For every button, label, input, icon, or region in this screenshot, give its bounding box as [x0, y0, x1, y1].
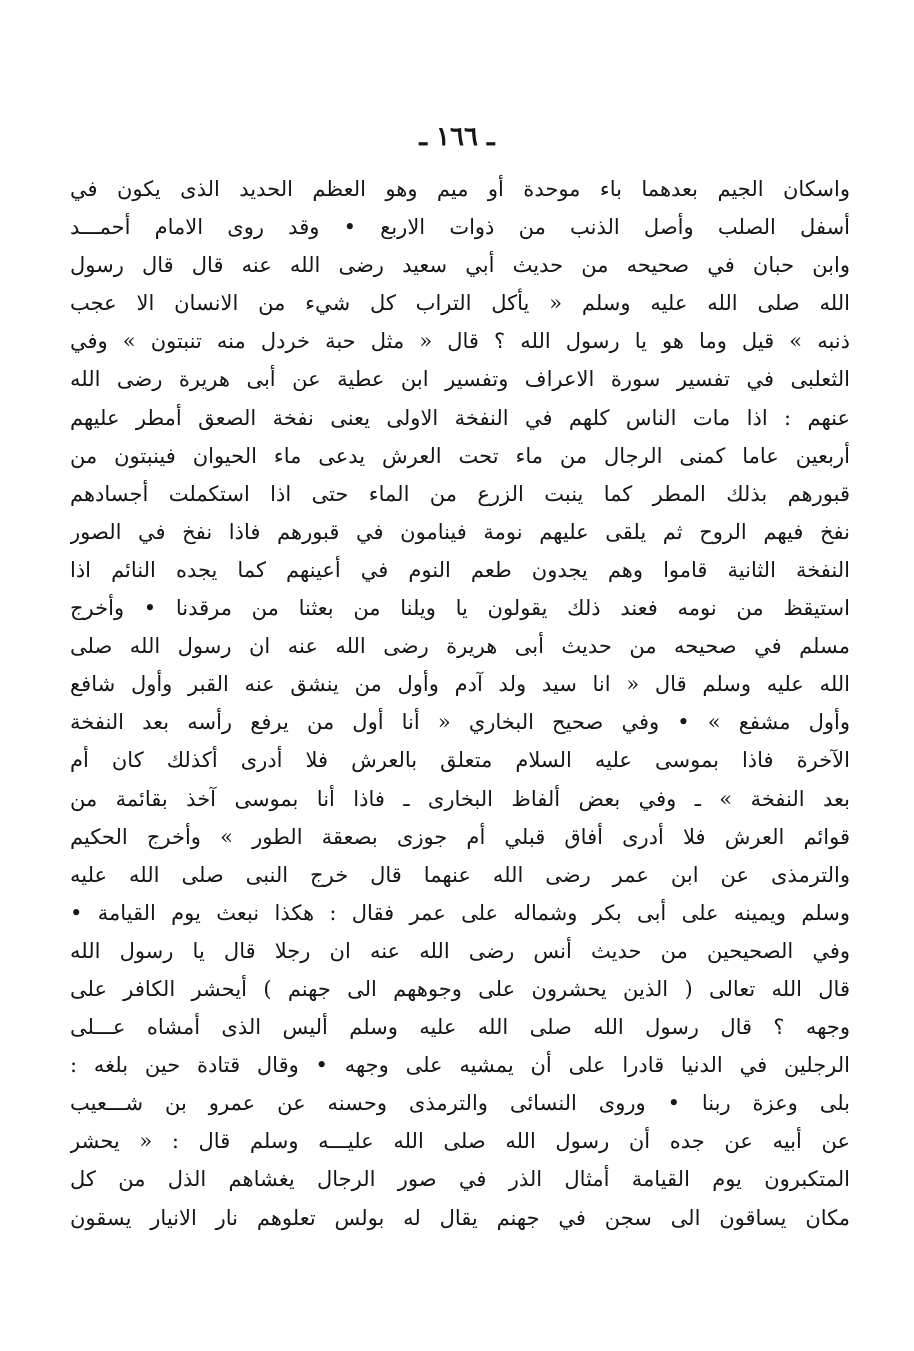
text-line: بلى وعزة ربنا • وروى النسائى والترمذى وحسنه عن عمرو بن شـــعيب	[70, 1091, 850, 1116]
text-line: قال الله تعالى ( الذين يحشرون على وجوههم الى جهنم ) أيحشر الكافر على	[70, 976, 850, 1001]
body-text	[70, 170, 850, 1237]
text-line: الله صلى الله عليه وسلم « يأكل التراب كل شيء من الانسان الا عجب	[70, 291, 850, 316]
text-line: وجهه ؟ قال رسول الله صلى الله عليه وسلم أليس الذى أمشاه عـــلى	[70, 1015, 850, 1040]
text-line: وفي الصحيحين من حديث أنس رضى الله عنه ان رجلا قال يا رسول الله	[70, 938, 850, 963]
text-line: مكان يساقون الى سجن في جهنم يقال له بولس تعلوهم نار الانيار يسقون	[70, 1205, 850, 1230]
text-line: قبورهم بذلك المطر كما ينبت الزرع من الماء حتى اذا استكملت أجسادهم	[70, 481, 850, 506]
text-line: النفخة الثانية قاموا وهم يجدون طعم النوم في أعينهم كما يجده النائم اذا	[70, 557, 850, 582]
text-line: وأول مشفع » • وفي صحيح البخاري « أنا أول من يرفع رأسه بعد النفخة	[70, 710, 850, 735]
text-line: بعد النفخة » ـ وفي بعض ألفاظ البخارى ـ فاذا أنا بموسى آخذ بقائمة من	[70, 786, 850, 811]
text-line: وابن حبان في صحيحه من حديث أبي سعيد رضى الله عنه قال قال رسول	[70, 253, 850, 278]
text-line: الله عليه وسلم قال « انا سيد ولد آدم وأول من ينشق عنه القبر وأول شافع	[70, 672, 850, 697]
page-number: ـ ١٦٦ ـ	[419, 122, 495, 152]
text-line: عنهم : اذا مات الناس كلهم في النفخة الاولى يعنى نفخة الصعق أمطر عليهم	[70, 405, 850, 430]
text-line: الرجلين في الدنيا قادرا على أن يمشيه على وجهه • وقال قتادة حين بلغه :	[70, 1053, 850, 1078]
text-line: المتكبرون يوم القيامة أمثال الذر في صور الرجال يغشاهم الذل من كل	[70, 1167, 850, 1192]
text-line: واسكان الجيم بعدهما باء موحدة أو ميم وهو العظم الحديد الذى يكون في	[70, 177, 850, 201]
text-line: استيقظ من نومه فعند ذلك يقولون يا ويلنا من بعثنا من مرقدنا • وأخرج	[70, 596, 850, 621]
text-line: أربعين عاما كمنى الرجال من ماء تحت العرش يدعى ماء الحيوان فينبتون من	[70, 443, 850, 468]
text-line: الآخرة فاذا بموسى عليه السلام متعلق بالعرش فلا أدرى أكذلك كان أم	[70, 748, 850, 773]
text-line: وسلم ويمينه على أبى بكر وشماله على عمر فقال : هكذا نبعث يوم القيامة •	[70, 900, 850, 925]
text-line: عن أبيه عن جده أن رسول الله صلى الله عليـــه وسلم قال : « يحشر	[70, 1129, 850, 1154]
text-line: ذنبه » قيل وما هو يا رسول الله ؟ قال « مثل حبة خردل منه تنبتون » وفي	[70, 329, 850, 354]
text-line: قوائم العرش فلا أدرى أفاق قبلي أم جوزى بصعقة الطور » وأخرج الحكيم	[70, 824, 850, 849]
text-line: الثعلبى في تفسير سورة الاعراف وتفسير ابن عطية عن أبى هريرة رضى الله	[70, 367, 850, 392]
text-line: مسلم في صحيحه من حديث أبى هريرة رضى الله عنه ان رسول الله صلى	[70, 634, 850, 659]
text-line: نفخ فيهم الروح ثم يلقى عليهم نومة فينامون في قبورهم فاذا نفخ في الصور	[70, 519, 850, 544]
text-line: أسفل الصلب وأصل الذنب من ذوات الاربع • وقد روى الامام أحمـــد	[70, 215, 850, 240]
text-line: والترمذى عن ابن عمر رضى الله عنهما قال خرج النبى صلى الله عليه	[70, 862, 850, 887]
